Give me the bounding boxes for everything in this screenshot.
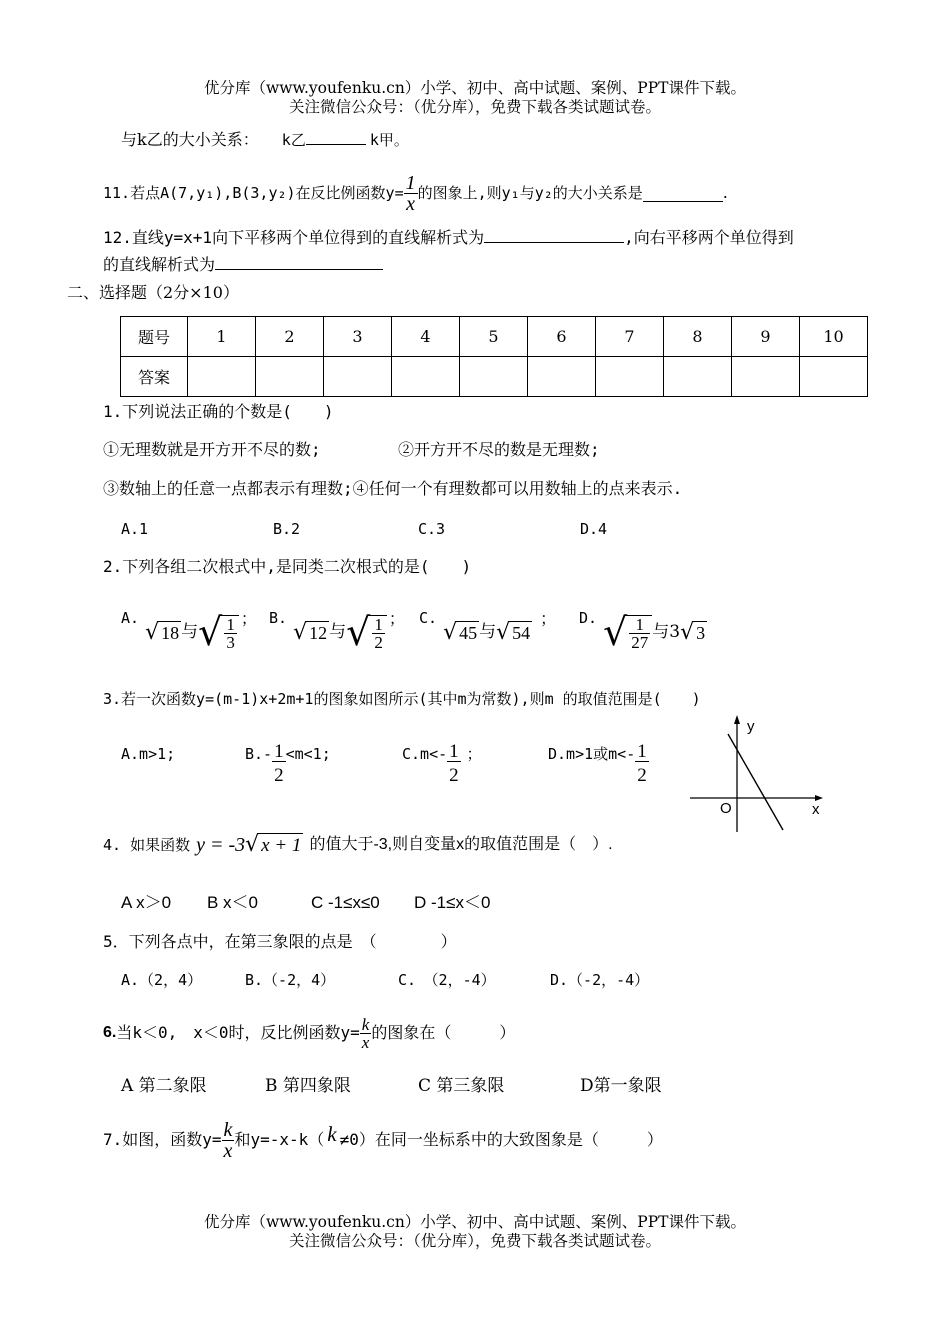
header-line-1: 优分库（www.youfenku.cn）小学、初中、高中试题、案例、PPT课件下载。 [203,79,747,97]
y-axis-label: y [747,718,755,735]
function-line [728,734,783,830]
origin-label: O [720,800,732,817]
table-label-answer: 答案 [121,357,188,397]
q4-option-b: B x＜0 [207,893,259,912]
q2-b-frac-num: 1 [374,615,383,634]
footer-line-1: 优分库（www.youfenku.cn）小学、初中、高中试题、案例、PPT课件下载。 [203,1213,747,1231]
q1-statement-3-4: ③数轴上的任意一点都表示有理数;④任何一个有理数都可以用数轴上的点来表示. [103,479,683,498]
table-answer-cell[interactable] [392,357,460,397]
q3-d-pre: D.m>1或m<- [548,745,636,763]
question-4 [103,828,613,862]
table-answer-cell[interactable] [188,357,256,397]
q6-option-d: D第一象限 [580,1076,662,1096]
q6-post: 的图象在（ ） [371,1023,516,1042]
sqrt-45 [443,619,479,647]
radical-icon: √ [245,832,260,858]
q3-option-c [402,742,482,785]
q3-b-pre: B.- [245,745,273,763]
q12-text-b: ,向右平移两个单位得到 [624,228,794,247]
q1-statement-1: ①无理数就是开方开不尽的数; [103,440,321,459]
q4-option-a: A x＞0 [121,893,172,912]
q3-c-num: 1 [449,741,459,762]
q2-option-d [579,603,707,663]
sqrt-12 [293,619,329,647]
table-number-cell: 5 [460,317,528,357]
sqrt-one-third [198,609,239,657]
q10-blank [306,128,366,145]
sqrt-3 [680,619,707,647]
q6-frac-num: k [361,1014,370,1034]
sqrt-one-27th [603,609,652,657]
q1-option-d: D.4 [580,520,608,538]
sqrt-18 [145,619,181,647]
q5-option-b: B.（-2，4） [245,971,336,989]
q7-post: ≠0）在同一坐标系中的大致图象是（ ） [339,1130,663,1149]
q5-option-a: A.（2，4） [121,971,203,989]
q10-k-right: k甲。 [369,131,409,149]
q2-b-mid: 与 [329,622,347,643]
q5-stem: 5．下列各点中，在第三象限的点是 （ ） [103,932,457,951]
q3-d-den: 2 [637,765,647,786]
q1-stem: 1.下列说法正确的个数是( ) [103,402,334,421]
q6-pre: 当k＜0, x＜0时，反比例函数y= [116,1023,360,1042]
q2-c-radicand-1: 45 [459,623,478,644]
x-axis-label: x [812,801,820,818]
table-label-number: 题号 [121,317,188,357]
q2-b-radicand: 12 [309,623,328,644]
q2-a-radicand: 18 [161,623,180,644]
q10-tail [121,128,409,150]
q1-option-b: B.2 [273,520,301,538]
radical-icon: √ [603,610,628,655]
q10-k-left: k乙 [281,131,306,149]
q1-option-c: C.3 [418,520,446,538]
q6-option-a: A 第二象限 [121,1076,207,1096]
q11-after: 的图象上,则y₁与y₂的大小关系是 [417,183,643,202]
q2-c-label: C. [419,609,438,627]
table-number-cell: 8 [664,317,732,357]
q2-d-frac-num: 1 [629,616,650,634]
q2-b-label: B. [269,609,288,627]
q2-b-end: ； [388,609,405,628]
q2-d-radicand: 3 [696,623,706,644]
q5-option-d: D.（-2，-4） [550,971,650,989]
question-6 [103,1008,515,1058]
q11-blank [643,185,723,202]
q3-d-num: 1 [637,741,647,762]
q3-graph [690,712,830,837]
answer-table-answer-row [121,357,868,397]
table-answer-cell[interactable] [596,357,664,397]
q2-option-a [121,603,257,663]
question-7 [103,1115,663,1165]
q2-a-mid: 与 [181,622,199,643]
q11-frac-den: x [406,192,416,215]
sqrt-one-half [346,609,387,657]
table-number-cell: 1 [188,317,256,357]
q2-stem: 2.下列各组二次根式中,是同类二次根式的是( ) [103,557,472,576]
q2-d-label: D. [579,609,598,627]
q7-frac-den: x [223,1139,233,1162]
q12-text-a: 12.直线y=x+1向下平移两个单位得到的直线解析式为 [103,228,485,247]
q1-option-a: A.1 [121,520,149,538]
q7-pre: 7.如图，函数y= [103,1130,222,1149]
q12-blank-2 [215,253,383,270]
table-number-cell: 9 [732,317,800,357]
answer-table [120,316,868,397]
table-number-cell: 7 [596,317,664,357]
q2-option-c [419,603,556,663]
q3-b-den: 2 [274,765,284,786]
radical-icon: √ [198,610,223,655]
radical-icon: √ [293,620,308,646]
radical-icon: √ [346,610,371,655]
table-answer-cell[interactable] [664,357,732,397]
q4-option-d: D -1≤x＜0 [414,893,491,912]
q6-option-b: B 第四象限 [265,1076,351,1096]
q4-sqrt [245,831,303,859]
q7-k: k [327,1122,337,1146]
q11-frac-num: 1 [405,171,416,194]
table-number-cell: 10 [800,317,868,357]
q7-mid: 和y=-x-k（ [234,1130,325,1149]
q2-c-radicand-2: 54 [512,623,531,644]
q2-c-end: ； [540,609,557,628]
question-11 [103,167,728,219]
question-12-line-1 [103,226,794,248]
q2-option-b [269,603,405,663]
q1-statement-2: ②开方开不尽的数是无理数; [398,440,600,459]
q3-option-d [548,742,649,785]
q3-option-b [245,742,331,785]
q4-expr-a: y = -3 [196,833,246,856]
table-number-cell: 4 [392,317,460,357]
table-answer-cell[interactable] [732,357,800,397]
question-12-line-2 [103,253,383,275]
q2-d-mid: 与3 [652,622,681,643]
radical-icon: √ [680,620,695,646]
q12-text-c: 的直线解析式为 [103,255,216,274]
q3-c-post: ； [466,745,482,763]
header-line-2: 关注微信公众号：（优分库），免费下载各类试题试卷。 [288,98,661,116]
q10-text: 与k乙的大小关系： [121,130,259,149]
table-number-cell: 3 [324,317,392,357]
q11-end: . [722,183,728,202]
q2-c-mid: 与 [479,622,497,643]
y-axis-arrow-icon [734,715,740,724]
radical-icon: √ [443,620,458,646]
q2-d-frac-den: 27 [631,633,649,652]
q3-c-den: 2 [449,765,459,786]
q2-b-frac-den: 2 [374,633,383,652]
table-answer-cell[interactable] [256,357,324,397]
table-number-cell: 2 [256,317,324,357]
table-number-cell: 6 [528,317,596,357]
q11-fraction [404,173,418,214]
q7-frac-num: k [223,1118,233,1141]
q3-b-post: <m<1; [285,745,331,763]
q6-option-c: C 第三象限 [418,1076,505,1096]
table-answer-cell[interactable] [528,357,596,397]
q4-radicand: x + 1 [261,834,302,856]
q6-frac-den: x [361,1032,370,1052]
radical-icon: √ [496,620,511,646]
q3-stem: 3.若一次函数y=(m-1)x+2m+1的图象如图所示(其中m为常数),则m 的取值范围是( ) [103,690,701,708]
q12-blank-1 [484,226,624,243]
table-answer-cell[interactable] [460,357,528,397]
q4-option-c: C -1≤x≤0 [311,893,380,912]
footer-line-2: 关注微信公众号：（优分库），免费下载各类试题试卷。 [288,1232,661,1250]
q4-pre: 4. 如果函数 [103,835,191,854]
q3-option-a: A.m>1; [121,745,176,763]
q2-a-label: A. [121,609,140,627]
table-answer-cell[interactable] [800,357,868,397]
q3-b-num: 1 [274,741,284,762]
q5-option-c: C. （2，-4） [398,971,496,989]
section-2-title: 二、选择题（2分×10） [67,283,239,302]
table-answer-cell[interactable] [324,357,392,397]
q4-post: 的值大于-3,则自变量x的取值范围是（ ）. [309,836,613,853]
q2-a-frac-num: 1 [226,615,235,634]
q6-number: 6. [103,1024,117,1041]
answer-table-header-row [121,317,868,357]
radical-icon: √ [145,620,160,646]
q11-before: 11.若点A(7,y₁),B(3,y₂)在反比例函数y= [103,183,404,202]
sqrt-54 [496,619,532,647]
q3-c-pre: C.m<- [402,745,448,763]
q2-a-end: ； [240,609,257,628]
q2-a-frac-den: 3 [226,633,235,652]
